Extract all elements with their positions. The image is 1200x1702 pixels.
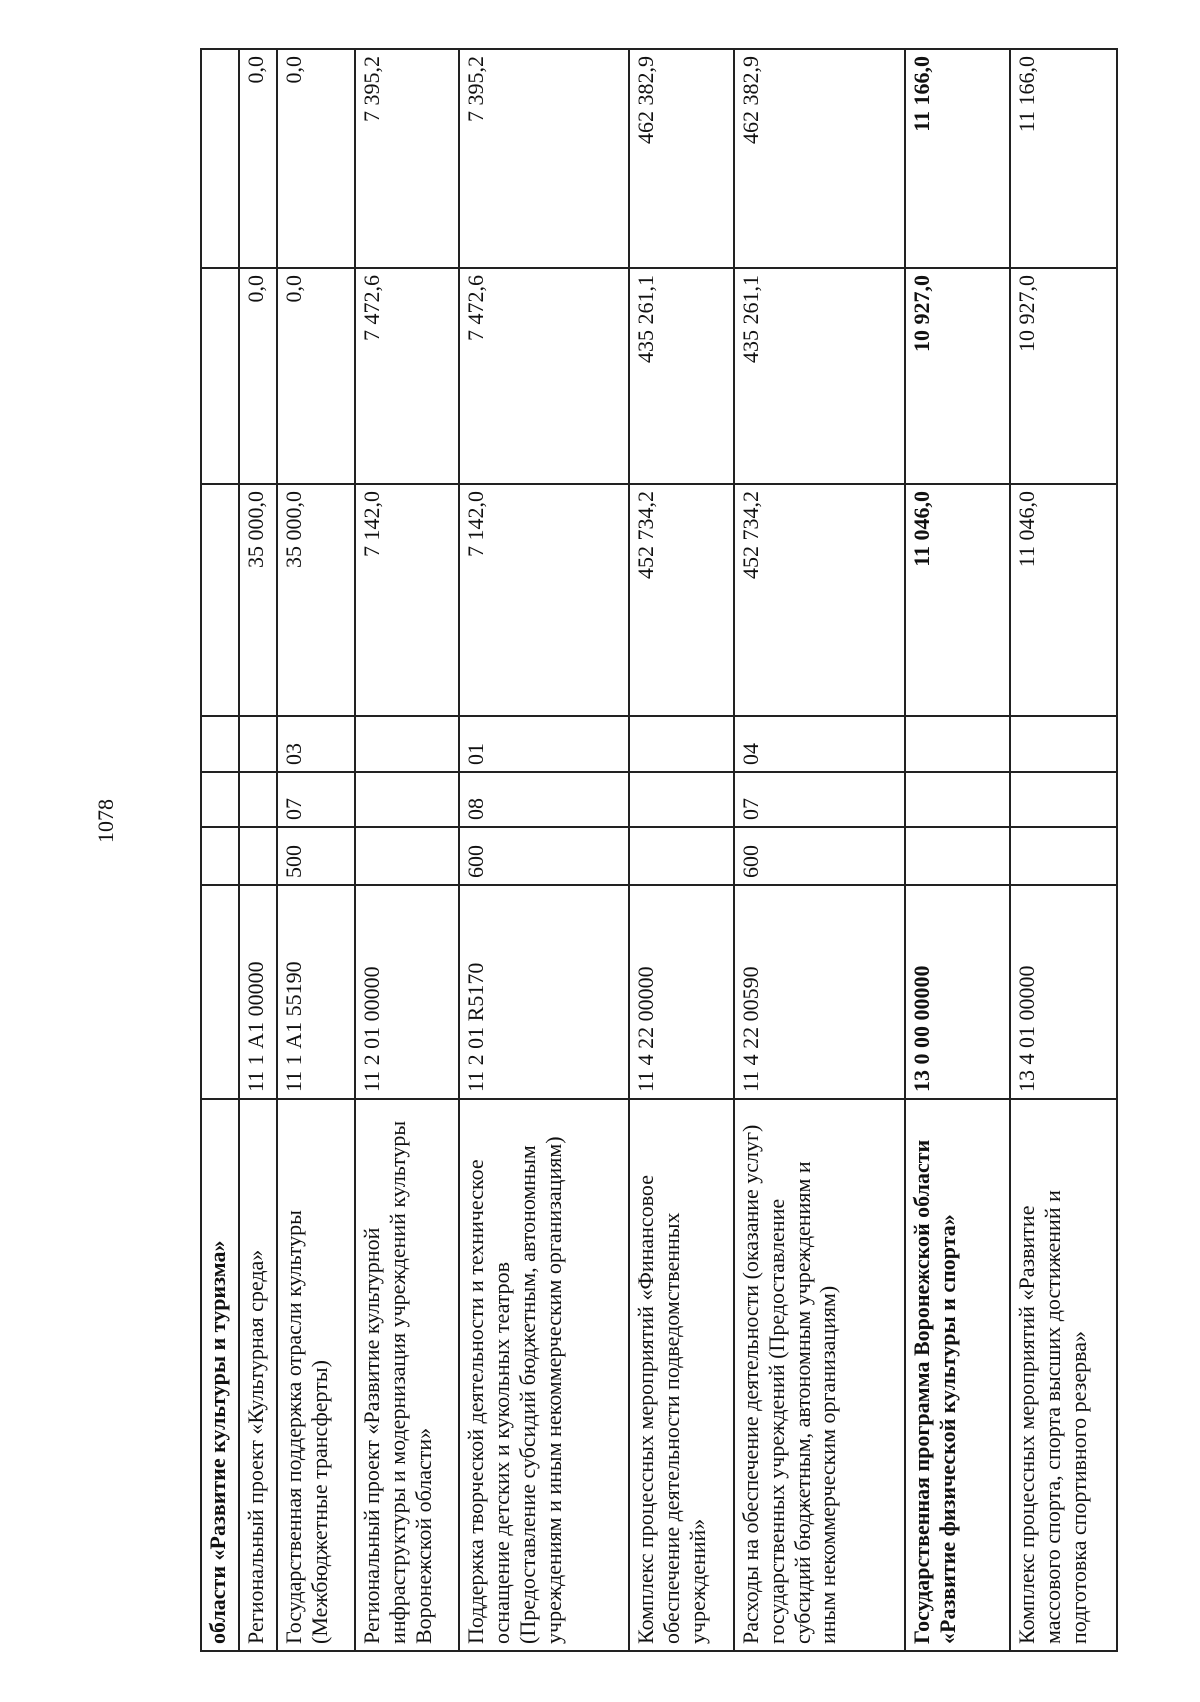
table-row bbox=[459, 49, 628, 1651]
row-sum-2: 435 261,1 bbox=[734, 268, 906, 484]
rotated-page bbox=[200, 50, 1118, 1652]
row-sum-2: 7 472,6 bbox=[459, 268, 628, 484]
row-sum-1: 35 000,0 bbox=[239, 484, 277, 716]
row-code: 13 0 00 00000 bbox=[905, 885, 1010, 1099]
row-vr bbox=[1010, 827, 1117, 885]
row-code: 13 4 01 00000 bbox=[1010, 885, 1117, 1099]
row-pr: 04 bbox=[734, 716, 906, 772]
row-name: Государственная программа Воронежской области «Развитие физической культуры и спорта» bbox=[905, 1099, 1010, 1651]
budget-table bbox=[200, 48, 1118, 1652]
row-rz bbox=[629, 772, 734, 827]
row-pr bbox=[905, 716, 1010, 772]
row-sum-2: 10 927,0 bbox=[1010, 268, 1117, 484]
row-sum-2: 0,0 bbox=[239, 268, 277, 484]
row-sum-3 bbox=[201, 49, 239, 268]
row-code: 11 2 01 00000 bbox=[355, 885, 460, 1099]
row-sum-1 bbox=[201, 484, 239, 716]
row-rz bbox=[239, 772, 277, 827]
row-name: Региональный проект «Культурная среда» bbox=[239, 1099, 277, 1651]
row-pr bbox=[1010, 716, 1117, 772]
page-number: 1078 bbox=[93, 799, 118, 843]
row-name: Региональный проект «Развитие культурной инфраструктуры и модернизация учреждений культуры Воронежской области» bbox=[355, 1099, 460, 1651]
row-sum-3: 0,0 bbox=[239, 49, 277, 268]
table-row bbox=[239, 49, 277, 1651]
row-sum-1: 7 142,0 bbox=[355, 484, 460, 716]
row-vr: 600 bbox=[734, 827, 906, 885]
row-name: Комплекс процессных мероприятий «Финансовое обеспечение деятельности подведомственных учреждений» bbox=[629, 1099, 734, 1651]
row-sum-1: 452 734,2 bbox=[734, 484, 906, 716]
row-sum-3: 11 166,0 bbox=[905, 49, 1010, 268]
row-sum-1: 11 046,0 bbox=[905, 484, 1010, 716]
row-sum-2: 0,0 bbox=[277, 268, 355, 484]
row-rz: 07 bbox=[734, 772, 906, 827]
row-rz: 08 bbox=[459, 772, 628, 827]
table-row bbox=[629, 49, 734, 1651]
table-row bbox=[355, 49, 460, 1651]
row-vr bbox=[629, 827, 734, 885]
row-code: 11 4 22 00590 bbox=[734, 885, 906, 1099]
row-sum-1: 452 734,2 bbox=[629, 484, 734, 716]
row-rz bbox=[355, 772, 460, 827]
table-row bbox=[905, 49, 1010, 1651]
row-sum-3: 0,0 bbox=[277, 49, 355, 268]
row-vr: 600 bbox=[459, 827, 628, 885]
row-vr bbox=[905, 827, 1010, 885]
row-name: Расходы на обеспечение деятельности (оказание услуг) государственных учреждений (Предоставление субсидий бюджетным, автономным учреждениям и иным некоммерческим организациям) bbox=[734, 1099, 906, 1651]
row-rz bbox=[201, 772, 239, 827]
row-pr bbox=[201, 716, 239, 772]
row-sum-1: 11 046,0 bbox=[1010, 484, 1117, 716]
row-name: Комплекс процессных мероприятий «Развитие массового спорта, спорта высших достижений и подготовка спортивного резерва» bbox=[1010, 1099, 1117, 1651]
row-pr: 03 bbox=[277, 716, 355, 772]
row-vr bbox=[201, 827, 239, 885]
row-code: 11 2 01 R5170 bbox=[459, 885, 628, 1099]
row-rz bbox=[905, 772, 1010, 827]
row-sum-1: 35 000,0 bbox=[277, 484, 355, 716]
row-vr: 500 bbox=[277, 827, 355, 885]
row-pr bbox=[629, 716, 734, 772]
table-row bbox=[734, 49, 906, 1651]
row-code: 11 1 А1 55190 bbox=[277, 885, 355, 1099]
row-vr bbox=[355, 827, 460, 885]
row-code bbox=[201, 885, 239, 1099]
row-sum-1: 7 142,0 bbox=[459, 484, 628, 716]
row-vr bbox=[239, 827, 277, 885]
row-sum-2: 10 927,0 bbox=[905, 268, 1010, 484]
row-pr bbox=[239, 716, 277, 772]
row-sum-3: 462 382,9 bbox=[734, 49, 906, 268]
row-pr: 01 bbox=[459, 716, 628, 772]
row-rz bbox=[1010, 772, 1117, 827]
row-name: Государственная поддержка отрасли культуры (Межбюджетные трансферты) bbox=[277, 1099, 355, 1651]
table-row bbox=[201, 49, 239, 1651]
row-sum-3: 462 382,9 bbox=[629, 49, 734, 268]
row-pr bbox=[355, 716, 460, 772]
row-sum-2: 7 472,6 bbox=[355, 268, 460, 484]
row-sum-2 bbox=[201, 268, 239, 484]
row-sum-3: 11 166,0 bbox=[1010, 49, 1117, 268]
row-sum-3: 7 395,2 bbox=[459, 49, 628, 268]
row-sum-2: 435 261,1 bbox=[629, 268, 734, 484]
row-name: Поддержка творческой деятельности и техническое оснащение детских и кукольных театров (Предоставление субсидий бюджетным, автономным учреждениям и иным некоммерческим организациям) bbox=[459, 1099, 628, 1651]
row-rz: 07 bbox=[277, 772, 355, 827]
row-name: области «Развитие культуры и туризма» bbox=[201, 1099, 239, 1651]
row-code: 11 1 А1 00000 bbox=[239, 885, 277, 1099]
row-code: 11 4 22 00000 bbox=[629, 885, 734, 1099]
table-row bbox=[277, 49, 355, 1651]
row-sum-3: 7 395,2 bbox=[355, 49, 460, 268]
table-row bbox=[1010, 49, 1117, 1651]
